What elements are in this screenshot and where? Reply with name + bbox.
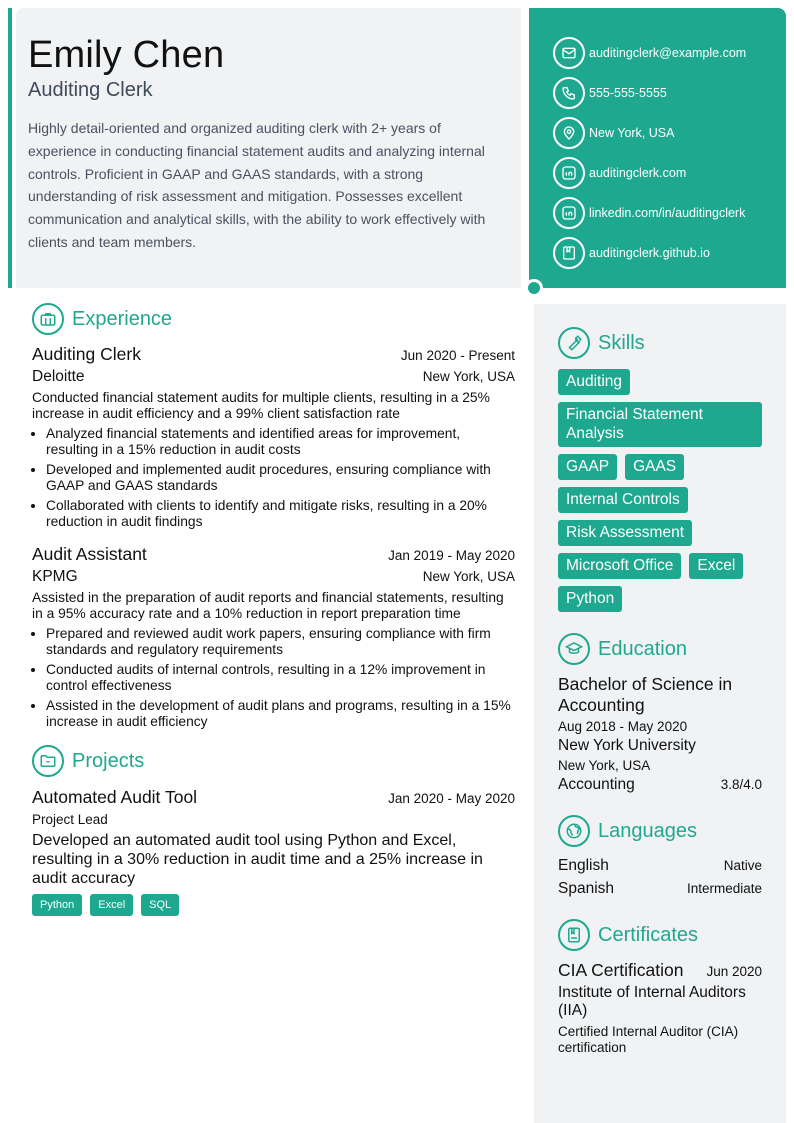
skill-tag: Auditing xyxy=(558,369,630,395)
certificate-name: CIA Certification xyxy=(558,960,684,980)
website-text: auditingclerk.com xyxy=(589,166,687,180)
skills-section-header xyxy=(558,326,762,360)
project-description: Developed an automated audit tool using Python and Excel, resulting in a 30% reduction in audit time and a 25% increase in audit accuracy xyxy=(32,832,483,887)
certificates-heading: Certificates xyxy=(598,923,699,946)
projects-section-header xyxy=(32,744,515,778)
languages-section-header xyxy=(558,814,762,848)
job-dates: Jun 2020 - Present xyxy=(400,348,515,363)
education-location: New York, USA xyxy=(558,758,651,773)
job-title: Audit Assistant xyxy=(32,544,147,564)
job-dates: Jan 2019 - May 2020 xyxy=(388,548,515,563)
language-level: Native xyxy=(723,858,762,873)
contact-panel xyxy=(529,8,786,288)
graduation-cap-icon xyxy=(558,633,590,665)
linkedin-icon xyxy=(553,197,585,229)
contact-github[interactable] xyxy=(553,233,786,273)
education-section-header xyxy=(558,632,762,666)
job-bullet: • Collaborated with clients to identify and mitigate risks, resulting in a 20% reduction in audit findings xyxy=(46,498,515,530)
experience-section-header xyxy=(32,302,515,336)
certificates-section-header xyxy=(558,918,762,952)
projects-heading: Projects xyxy=(72,749,145,772)
job-bullets xyxy=(32,626,515,730)
project-tag: Python xyxy=(32,894,82,916)
job-bullet: • Developed and implemented audit procedures, ensuring compliance with GAAP and GAAS standards xyxy=(46,462,515,494)
candidate-title: Auditing Clerk xyxy=(28,79,153,101)
wrench-icon xyxy=(558,327,590,359)
education-heading: Education xyxy=(598,637,687,660)
sidebar xyxy=(534,304,786,1123)
contact-phone[interactable] xyxy=(553,73,786,113)
job-company: KPMG xyxy=(32,568,78,585)
folder-icon xyxy=(32,745,64,777)
timeline-dot xyxy=(525,279,543,297)
job-description: Conducted financial statement audits for multiple clients, resulting in a 25% increase in audit efficiency and a 99% client satisfaction rate xyxy=(32,390,490,421)
header-accent-bar xyxy=(8,8,12,288)
header-panel xyxy=(16,8,521,288)
job-bullet: • Conducted audits of internal controls, resulting in a 12% improvement in control effectiveness xyxy=(46,662,515,694)
education-field: Accounting xyxy=(558,776,635,793)
job-description: Assisted in the preparation of audit reports and financial statements, resulting in a 95% accuracy rate and a 10% reduction in report preparation time xyxy=(32,590,504,621)
certificate-book-icon xyxy=(558,919,590,951)
language-row xyxy=(558,880,762,898)
job-location: New York, USA xyxy=(422,369,515,384)
project-tag: Excel xyxy=(90,894,133,916)
skill-tag: GAAS xyxy=(625,454,684,480)
skill-tag: Financial Statement Analysis xyxy=(558,402,762,447)
contact-linkedin[interactable] xyxy=(553,193,786,233)
contact-website[interactable] xyxy=(553,153,786,193)
skill-tag: Microsoft Office xyxy=(558,553,681,579)
project-tags xyxy=(32,894,515,916)
skill-tag: Excel xyxy=(689,553,743,579)
education-dates: Aug 2018 - May 2020 xyxy=(558,719,688,734)
summary-text: Highly detail-oriented and organized auditing clerk with 2+ years of experience in conducting financial statement audits and analyzing internal controls. Proficient in GAAP and GAAS standards, with a strong understanding of risk assessment and mitigation. Possesses excellent communication and analytical skills, with the ability to work effectively with clients and team members. xyxy=(28,120,486,250)
skill-tag: GAAP xyxy=(558,454,617,480)
job-location: New York, USA xyxy=(422,569,515,584)
job-entry xyxy=(32,344,515,530)
certificate-date: Jun 2020 xyxy=(706,964,762,979)
globe-icon xyxy=(558,815,590,847)
contact-location xyxy=(553,113,786,153)
linkedin-text: linkedin.com/in/auditingclerk xyxy=(589,206,746,220)
project-role: Project Lead xyxy=(32,812,108,827)
languages-heading: Languages xyxy=(598,819,697,842)
certificate-issuer: Institute of Internal Auditors (IIA) xyxy=(558,984,746,1019)
github-text: auditingclerk.github.io xyxy=(589,246,710,260)
linkedin-icon xyxy=(553,157,585,189)
job-bullet: • Analyzed financial statements and identified areas for improvement, resulting in a 15% reduction in audit costs xyxy=(46,426,515,458)
github-repo-icon xyxy=(553,237,585,269)
certificate-description: Certified Internal Auditor (CIA) certification xyxy=(558,1024,739,1055)
location-pin-icon xyxy=(553,117,585,149)
project-dates: Jan 2020 - May 2020 xyxy=(388,791,515,806)
candidate-name: Emily Chen xyxy=(28,34,225,76)
job-bullet: • Assisted in the development of audit plans and programs, resulting in a 15% increase in audit efficiency xyxy=(46,698,515,730)
project-entry xyxy=(32,787,515,916)
phone-icon xyxy=(553,77,585,109)
language-name: English xyxy=(558,857,609,874)
project-tag: SQL xyxy=(141,894,179,916)
job-company: Deloitte xyxy=(32,368,85,385)
phone-text: 555-555-5555 xyxy=(589,86,667,100)
job-title: Auditing Clerk xyxy=(32,344,141,364)
briefcase-icon xyxy=(32,303,64,335)
job-bullet: • Prepared and reviewed audit work papers, ensuring compliance with firm standards and regulatory requirements xyxy=(46,626,515,658)
email-text: auditingclerk@example.com xyxy=(589,46,747,60)
project-title: Automated Audit Tool xyxy=(32,787,198,807)
language-level: Intermediate xyxy=(686,881,762,896)
experience-heading: Experience xyxy=(72,307,173,330)
education-gpa: 3.8/4.0 xyxy=(720,777,762,792)
job-bullets xyxy=(32,426,515,530)
contact-email[interactable] xyxy=(553,33,786,73)
job-entry xyxy=(32,544,515,730)
skill-tag: Risk Assessment xyxy=(558,520,692,546)
location-text: New York, USA xyxy=(589,126,675,140)
main-column xyxy=(32,302,515,916)
education-degree: Bachelor of Science in Accounting xyxy=(558,674,733,715)
language-row xyxy=(558,857,762,875)
skills-heading: Skills xyxy=(598,331,645,354)
skill-tag: Python xyxy=(558,586,622,612)
skill-tag: Internal Controls xyxy=(558,487,688,513)
education-school: New York University xyxy=(558,737,696,754)
language-name: Spanish xyxy=(558,880,615,897)
skills-list xyxy=(558,369,762,612)
mail-icon xyxy=(553,37,585,69)
